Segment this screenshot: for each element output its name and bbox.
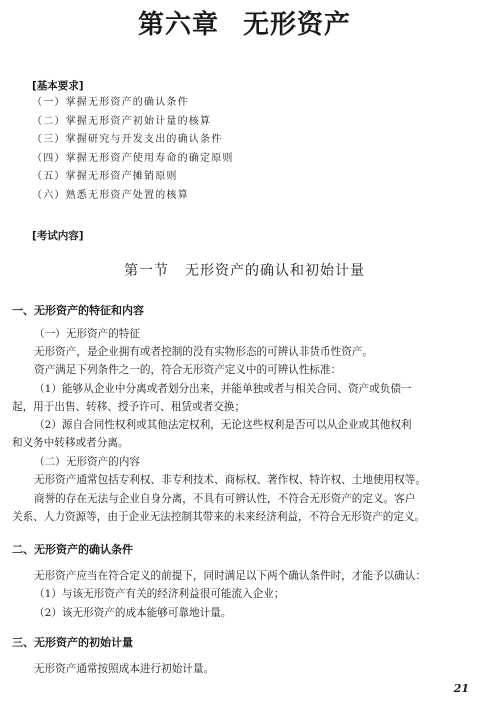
paragraph-definition: 无形资产，是企业拥有或者控制的没有实物形态的可辨认非货币性资产。 [34,346,373,358]
paragraph-goodwill-line-2: 关系、人力资源等，由于企业无法控制其带来的未来经济利益，不符合无形资产的定义。 [12,511,426,523]
section-title [0,260,489,280]
basic-requirements-heading: [基本要求] [32,80,84,92]
requirement-item: （一）掌握无形资产的确认条件 [32,97,189,108]
page-number: 21 [453,682,469,695]
chapter-title [0,4,489,41]
paragraph-initial-measurement: 无形资产通常按照成本进行初始计量。 [34,663,215,675]
paragraph-criterion-2-line-2: 和义务中转移或者分离。 [12,437,129,449]
paragraph-criterion-2-line-1: （2）源自合同性权利或其他法定权利，无论这些权利是否可以从企业或其他权利 [34,419,412,431]
paragraph-condition-1: （1）与该无形资产有关的经济利益很可能流入企业； [34,588,285,600]
heading-recognition-conditions: 二、无形资产的确认条件 [12,543,133,556]
requirement-item: （五）掌握无形资产摊销原则 [32,171,178,183]
chapter-number: 第六章 [137,10,219,40]
requirement-item: （三）掌握研究与开发支出的确认条件 [32,134,223,146]
basic-requirements-list [32,94,234,206]
chapter-name: 无形资产 [243,10,352,40]
paragraph-criterion-1-line-1: （1）能够从企业中分离或者划分出来，并能单独或者与相关合同、资产或负债一 [34,383,412,395]
paragraph-goodwill-line-1: 商誉的存在无法与企业自身分离，不具有可辨认性，不符合无形资产的定义。客户 [34,493,416,505]
paragraph-content-list: 无形资产通常包括专利权、非专利技术、商标权、著作权、特许权、土地使用权等。 [34,474,426,486]
subheading-content: （二）无形资产的内容 [34,456,140,468]
paragraph-recognition-intro: 无形资产应当在符合定义的前提下，同时满足以下两个确认条件时，才能予以确认： [34,570,426,582]
paragraph-condition-2: （2）该无形资产的成本能够可靠地计量。 [34,607,232,619]
exam-content-heading: [考试内容] [32,230,84,242]
paragraph-identifiability: 资产满足下列条件之一的，符合无形资产定义中的可辨认性标准： [34,364,342,376]
subheading-features: （一）无形资产的特征 [34,328,140,340]
heading-initial-measurement: 三、无形资产的初始计量 [12,636,133,649]
requirement-item: （六）熟悉无形资产处置的核算 [32,189,189,201]
heading-features-and-content: 一、无形资产的特征和内容 [12,304,144,317]
paragraph-criterion-1-line-2: 起，用于出售、转移、授予许可、租赁或者交换； [12,401,246,413]
requirement-item: （四）掌握无形资产使用寿命的确定原则 [32,152,234,164]
requirement-item: （二）掌握无形资产初始计量的核算 [32,115,212,127]
section-number: 第一节 [124,263,169,279]
section-name: 无形资产的确认和初始计量 [185,263,365,279]
